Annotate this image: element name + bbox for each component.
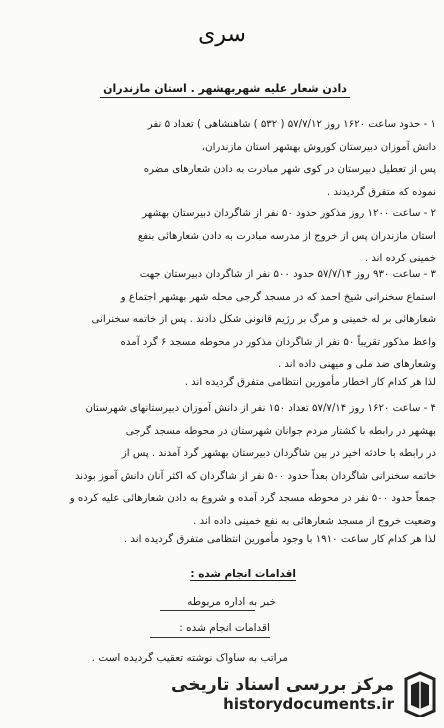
paragraph-line: استماع سخنرانی شیخ احمد که در مسجد گرجی محله شهر بهشهر اجتماع و <box>120 291 436 303</box>
book-logo-icon <box>400 671 440 717</box>
watermark-url: historydocuments.ir <box>223 695 394 713</box>
paragraph-line: واعظ مذکور تقریباً ۵۰ نفر از شاگردان مذکور در محوطه مسجد ۶ گرد آمده <box>120 336 436 348</box>
paragraph-line: لذا هر کدام کار اخطار مأمورین انتظامی متفرق گردیده اند . <box>184 377 436 388</box>
paragraph-3 <box>14 264 436 377</box>
paragraph-1 <box>14 114 436 204</box>
subject-line: دادن شعار علیه شهربهشهر . استان مازندران <box>100 82 350 98</box>
paragraph-line: وشعارهای ضد ملی و میهنی داده اند . <box>277 359 436 370</box>
actions-heading: اقدامات انجام شده : <box>190 568 296 580</box>
paragraph-line: ۲ - ساعت ۱۲۰۰ روز مذکور حدود ۵۰ نفر از شاگردان دبیرستان بهشهر <box>142 208 436 219</box>
paragraph-line: وضعیت خروج از مسجد شعارهائی به نفع خمینی داده اند . <box>193 515 436 527</box>
action-note-1: خبر به اداره مربوطه <box>187 596 276 608</box>
paragraph-line: دانش آموزان دبیرستان کوروش بهشهر استان مازندران، <box>201 141 436 153</box>
actions-heading-2: اقدامات انجام شده : <box>179 622 270 634</box>
paragraph-line: نموده که متفرق گردیدند . <box>327 186 436 198</box>
paragraph-line: بهشهر در رابطه با کشتار مردم جوانان شهرستان در محوطه مسجد گرجی <box>125 425 436 437</box>
paragraph-line: خاتمه سخنرانی شاگردان بعداً حدود ۵۰۰ نفر از شاگردان که اکثر آنان دانش آموز بودند <box>74 470 436 482</box>
paragraph-4-note <box>14 529 436 552</box>
paragraph-line: شعارهائی بر له خمینی و مرگ بر رژیم قانونی شکل دادند . پس از خاتمه سخنرانی <box>91 314 436 325</box>
paragraph-2 <box>14 203 436 271</box>
watermark <box>150 664 440 724</box>
paragraph-line: خمینی کرده اند . <box>364 253 436 264</box>
paragraph-line: لذا هر کدام کار ساعت ۱۹۱۰ با وجود مأمورین انتظامی متفرق گردیده اند . <box>123 534 436 545</box>
paragraph-line: استان مازندران پس از خروج از مدرسه مبادرت به دادن شعارهائی بنفع <box>137 230 436 242</box>
paragraph-line: جمعاً حدود ۵۰۰ نفر در محوطه مسجد گرد آمده و شروع به دادن شعارهائی علیه کرده و <box>69 493 436 504</box>
paragraph-line: ۱ - حدود ساعت ۱۶۲۰ روز ۵۷/۷/۱۲ ( ۵۳۲ ) شاهنشاهی ) تعداد ۵ نفر <box>147 119 436 130</box>
paragraph-line: پس از تعطیل دبیرستان در کوی شهر مبادرت به دادن شعارهای مضره <box>143 164 436 175</box>
watermark-org-name: مرکز بررسی اسناد تاریخی <box>171 675 394 695</box>
classification-heading: سری <box>198 22 246 47</box>
action-note-2: مراتب به ساواک نوشته تعقیب گردیده است . <box>91 652 288 664</box>
divider <box>150 637 270 638</box>
paragraph-line: ۴ - ساعت ۱۶۲۰ روز ۵۷/۷/۱۴ تعداد ۱۵۰ نفر از دانش آموزان دبیرستانهای شهرستان <box>85 403 436 414</box>
paragraph-3-note <box>14 372 436 395</box>
paragraph-line: ۳ - ساعت ۹۳۰ روز ۵۷/۷/۱۴ حدود ۵۰۰ نفر از شاگردان دبیرستان جهت <box>139 269 436 280</box>
divider <box>160 610 255 611</box>
paragraph-4 <box>14 398 436 533</box>
paragraph-line: در رابطه با حادثه اخیر در بین شاگردان دبیرستان بهشهر گرد آمدند . پس از <box>121 448 436 459</box>
